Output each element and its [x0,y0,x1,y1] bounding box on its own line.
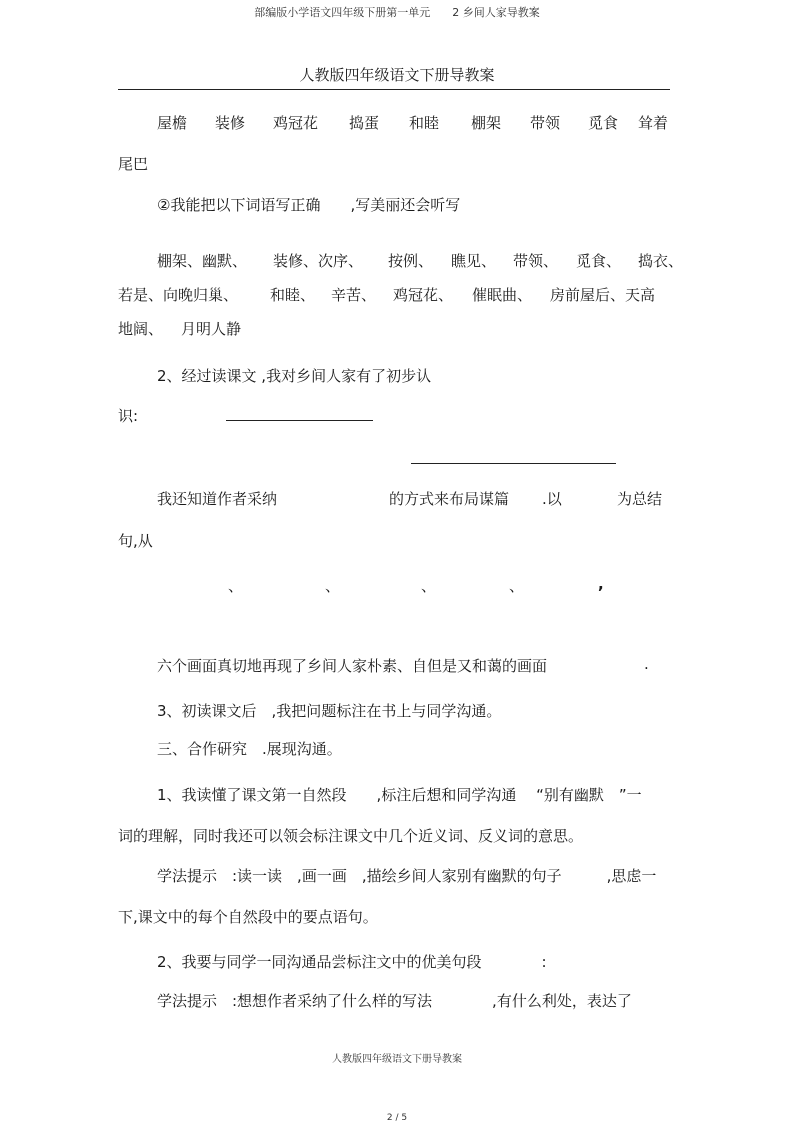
word-item: 捣蛋 [349,114,380,132]
dictation-word: 觅食、 [576,252,622,270]
word-item: 带领 [530,114,561,132]
word-item: 棚架 [471,114,502,132]
page-number: 2 / 5 [386,1113,408,1123]
question-3: 3、初读课文后 ,我把问题标注在书上与同学沟通。 [157,702,502,720]
running-header: 部编版小学语文四年级下册第一单元 2 乡间人家导教案 [254,6,540,19]
dictation-word: 棚架、幽默、 [157,252,248,270]
study-tip-1: 学法提示 :读一读 ,画一画 ,描绘乡间人家别有幽默的句子 ,思虑一 [157,867,657,885]
study-tip-2: 学法提示 :想想作者采纳了什么样的写法 ,有什么利处，表达了 [157,992,632,1010]
structure-text: 我还知道作者采纳 [157,490,278,508]
word-item: 耸着 [638,114,669,132]
structure-text: .以 [542,490,562,508]
paragraph-2: 2、我要与同学一同沟通品尝标注文中的优美句段 : [157,953,547,971]
dictation-word: 和睦、 [270,286,316,304]
title-underline [118,89,670,90]
dictation-word: 装修、次序、 [273,252,364,270]
question-2: 2、经过读课文 ,我对乡间人家有了初步认 [157,367,432,385]
page-footer: 人教版四年级语文下册导教案 [332,1054,462,1065]
structure-text: 句,从 [118,532,153,550]
study-tip-1-cont: 下,课文中的每个自然段中的要点语句。 [118,908,378,926]
separator-mark: 、 [325,577,341,595]
dictation-prompt: ②我能把以下词语写正确 ,写美丽还会听写 [157,196,461,214]
separator-mark: , [598,575,604,593]
structure-text: 的方式来布局谋篇 [389,490,510,508]
separator-mark: 、 [421,577,437,595]
dictation-word: 辛苦、 [331,286,377,304]
dictation-word: 鸡冠花、 [393,286,454,304]
six-scenes-end: . [644,655,649,673]
answer-blank[interactable] [411,463,616,464]
dictation-word: 按例、 [388,252,434,270]
word-item: 装修 [215,114,246,132]
word-item: 尾巴 [118,155,149,173]
word-item: 觅食 [588,114,619,132]
dictation-word: 瞧见、 [451,252,497,270]
section-heading: 三、合作研究 .展现沟通。 [157,740,342,758]
page-title: 人教版四年级语文下册导教案 [299,66,495,84]
separator-mark: 、 [509,577,525,595]
dictation-word: 捣衣、 [638,252,684,270]
paragraph-1-cont: 词的理解，同时我还可以领会标注课文中几个近义词、反义词的意思。 [118,827,584,845]
dictation-word: 催眠曲、 [472,286,533,304]
six-scenes-text: 六个画面真切地再现了乡间人家朴素、自但是又和蔼的画面 [157,657,548,675]
dictation-word: 若是、向晚归巢、 [118,286,239,304]
dictation-word: 房前屋后、天高 [550,286,656,304]
dictation-word: 带领、 [513,252,559,270]
word-item: 和睦 [409,114,440,132]
structure-text: 为总结 [617,490,663,508]
question-2-cont: 识: [118,407,139,425]
word-item: 屋檐 [157,114,188,132]
answer-blank[interactable] [226,420,373,421]
separator-mark: 、 [228,577,244,595]
word-item: 鸡冠花 [273,114,319,132]
paragraph-1: 1、我读懂了课文第一自然段 ,标注后想和同学沟通 “别有幽默 ”一 [157,786,642,804]
dictation-word: 月明人静 [181,320,242,338]
dictation-word: 地阔、 [118,320,164,338]
